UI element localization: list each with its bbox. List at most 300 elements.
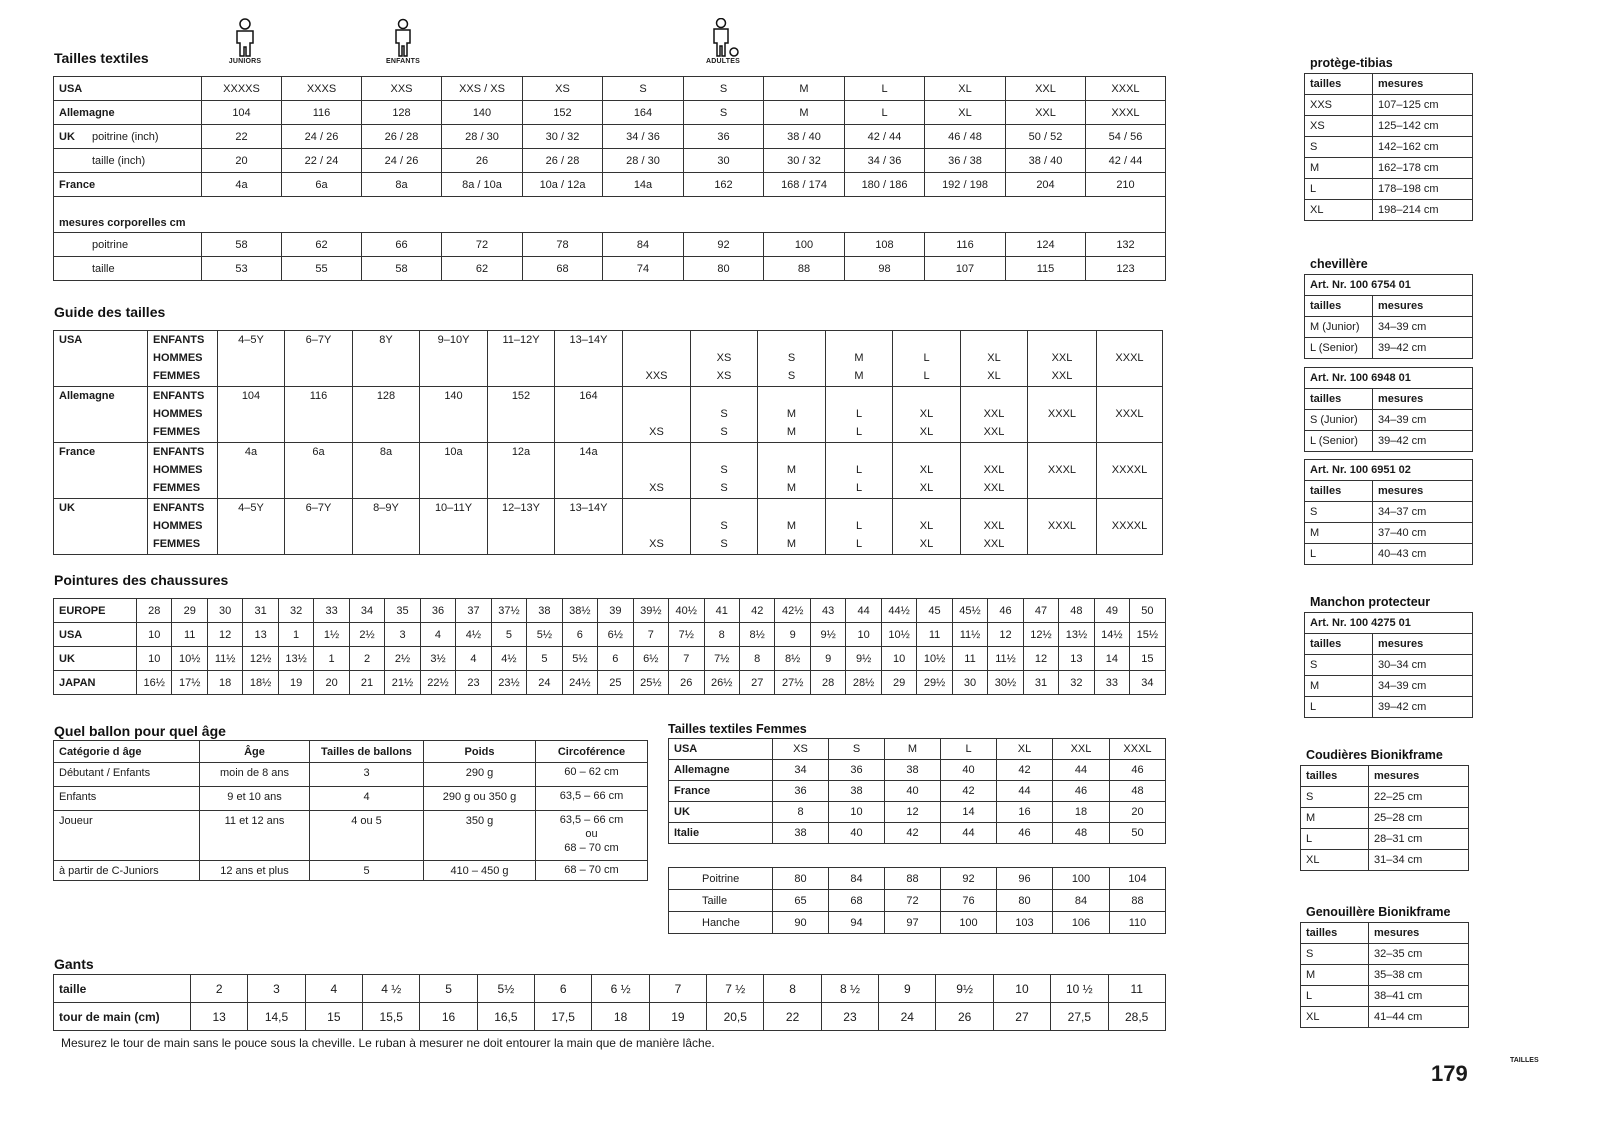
shin-table (1304, 73, 1473, 221)
table-cell: 2½ (385, 647, 420, 671)
table-cell: XL (1301, 1007, 1369, 1028)
table-cell: 33 (1094, 671, 1129, 695)
row-label: Hanche (669, 912, 773, 934)
table-cell: 8 (773, 802, 829, 823)
table-cell: 21½ (385, 671, 420, 695)
kids-cell: 8a (353, 443, 420, 499)
table-cell: 108 (845, 233, 925, 257)
table-cell: 13½ (1059, 623, 1094, 647)
table-cell: 24 / 26 (282, 125, 362, 149)
table-cell: 4 ou 5 (310, 811, 424, 861)
side-row (1301, 986, 1469, 1007)
textiles-table (53, 76, 1166, 281)
table-cell: S (684, 77, 764, 101)
table-cell: 44 (941, 823, 997, 844)
table-cell: 36 (773, 781, 829, 802)
table-cell: 104 (202, 101, 282, 125)
table-cell: 53 (202, 257, 282, 281)
table-cell: 7½ (704, 647, 739, 671)
table-cell: 204 (1006, 173, 1086, 197)
guide-row (54, 331, 1163, 387)
women-row (669, 802, 1166, 823)
table-cell: 58 (202, 233, 282, 257)
table-cell: 34 / 36 (845, 149, 925, 173)
table-cell: 20 (1110, 802, 1166, 823)
table-cell: 10 ½ (1051, 975, 1108, 1003)
table-cell: 12½ (1023, 623, 1058, 647)
ball-row (54, 861, 648, 881)
table-cell: 90 (773, 912, 829, 934)
table-cell: 110 (1110, 912, 1166, 934)
table-cell: 30 (684, 149, 764, 173)
ball-table (53, 740, 648, 881)
table-cell: 48 (1059, 599, 1094, 623)
row-label: taille (inch) (54, 149, 202, 173)
ankle-table-2 (1304, 367, 1473, 452)
table-cell: 4½ (491, 647, 526, 671)
table-cell: 12 (988, 623, 1023, 647)
column-header: tailles (1301, 923, 1369, 944)
table-cell: 178–198 cm (1373, 179, 1473, 200)
textiles-row (54, 101, 1166, 125)
table-cell: 132 (1086, 233, 1166, 257)
column-header: Poids (424, 741, 536, 763)
table-cell: Débutant / Enfants (54, 763, 200, 787)
category-labels: ENFANTS HOMMES FEMMES (148, 499, 218, 555)
adult-cell: S S (691, 499, 758, 555)
table-cell: S (1305, 655, 1373, 676)
table-cell: 84 (829, 868, 885, 890)
table-cell: M (1305, 523, 1373, 544)
table-cell: 2 (191, 975, 248, 1003)
table-cell: 14,5 (248, 1003, 305, 1031)
circumference-cell: 63,5 – 66 cm ou 68 – 70 cm (536, 811, 648, 861)
column-header: XXL (1053, 739, 1110, 760)
column-header: tailles (1305, 481, 1373, 502)
kids-cell: 4–5Y (218, 499, 285, 555)
table-cell: L (845, 101, 925, 125)
table-cell: M (1301, 808, 1369, 829)
table-cell: 36 (420, 599, 455, 623)
side-header-row (1305, 389, 1473, 410)
side-row (1305, 137, 1473, 158)
table-cell: 5 (491, 623, 526, 647)
women-header-row (669, 739, 1166, 760)
table-cell: 38 (773, 823, 829, 844)
column-header: mesures (1373, 481, 1473, 502)
row-label: France (54, 443, 148, 499)
table-cell: 3½ (420, 647, 455, 671)
table-cell: 66 (362, 233, 442, 257)
kids-cell: 11–12Y (488, 331, 555, 387)
adult-cell: M M (758, 387, 826, 443)
table-cell: 3 (310, 763, 424, 787)
table-cell: 140 (442, 101, 523, 125)
table-cell: S (603, 77, 684, 101)
table-cell: 11½ (952, 623, 987, 647)
row-label: Poitrine (669, 868, 773, 890)
table-cell: 27 (739, 671, 774, 695)
table-cell: 92 (941, 868, 997, 890)
column-header: tailles (1301, 766, 1369, 787)
table-cell: 13 (1059, 647, 1094, 671)
table-cell: 8½ (775, 647, 810, 671)
table-cell: M (1305, 158, 1373, 179)
textiles-row (54, 149, 1166, 173)
table-cell: 29½ (917, 671, 952, 695)
table-cell: 10 (993, 975, 1050, 1003)
table-cell: 12 (1023, 647, 1058, 671)
column-header: USA (669, 739, 773, 760)
table-cell: 4 (420, 623, 455, 647)
column-header: mesures (1369, 923, 1469, 944)
table-cell: 98 (845, 257, 925, 281)
table-cell: 11½ (988, 647, 1023, 671)
table-cell: 6a (282, 173, 362, 197)
table-cell: 18 (207, 671, 242, 695)
row-label: taille (54, 257, 202, 281)
table-cell: 2 (349, 647, 384, 671)
kids-cell: 4–5Y (218, 331, 285, 387)
adult-cell: M M (758, 443, 826, 499)
row-label: USA (54, 331, 148, 387)
ball-row (54, 811, 648, 861)
adult-cell: XXXL (1028, 499, 1097, 555)
table-cell: M (764, 77, 845, 101)
table-cell: 4a (202, 173, 282, 197)
kids-cell: 128 (353, 387, 420, 443)
table-cell: 80 (997, 890, 1053, 912)
table-cell: 37–40 cm (1373, 523, 1473, 544)
column-header: Tailles de ballons (310, 741, 424, 763)
guide-title: Guide des tailles (54, 304, 166, 320)
kids-cell: 14a (555, 443, 623, 499)
table-cell: 96 (997, 868, 1053, 890)
table-cell: 84 (1053, 890, 1110, 912)
table-cell: 34 (349, 599, 384, 623)
kids-cell: 8Y (353, 331, 420, 387)
table-cell: 16 (420, 1003, 477, 1031)
side-row (1301, 965, 1469, 986)
table-cell: 16,5 (477, 1003, 534, 1031)
adult-cell: XXXL (1028, 443, 1097, 499)
table-cell: 7 ½ (707, 975, 764, 1003)
table-cell: 80 (684, 257, 764, 281)
table-cell: 28 / 30 (603, 149, 684, 173)
adultes-player-icon (703, 18, 743, 58)
table-cell: M (Junior) (1305, 317, 1373, 338)
column-header: mesures (1373, 634, 1473, 655)
art-number: Art. Nr. 100 6948 01 (1305, 368, 1473, 389)
table-cell: S (1301, 944, 1369, 965)
knee-table (1300, 922, 1469, 1028)
textiles-row (54, 125, 1166, 149)
table-cell: 26 (442, 149, 523, 173)
table-cell: 152 (523, 101, 603, 125)
table-cell: 28½ (846, 671, 881, 695)
column-header: XL (997, 739, 1053, 760)
table-cell: 34–39 cm (1373, 317, 1473, 338)
table-cell: 2½ (349, 623, 384, 647)
kids-cell: 10–11Y (420, 499, 488, 555)
table-cell: 9½ (846, 647, 881, 671)
table-cell: 14 (1094, 647, 1129, 671)
table-cell: S (684, 101, 764, 125)
row-label: Allemagne (54, 101, 202, 125)
row-label: UK (669, 802, 773, 823)
category-labels: ENFANTS HOMMES FEMMES (148, 331, 218, 387)
table-cell: 128 (362, 101, 442, 125)
table-cell: 32–35 cm (1369, 944, 1469, 965)
table-cell: 44 (1053, 760, 1110, 781)
table-cell: 29 (881, 671, 916, 695)
table-cell: 38½ (562, 599, 597, 623)
table-cell: 9 (879, 975, 936, 1003)
table-cell: 1 (278, 623, 313, 647)
art-row (1305, 368, 1473, 389)
table-cell: 39½ (633, 599, 668, 623)
table-cell: XXXL (1086, 77, 1166, 101)
table-cell: 38 (885, 760, 941, 781)
side-row (1305, 338, 1473, 359)
table-cell: 10 (137, 623, 172, 647)
table-cell: 35 (385, 599, 420, 623)
table-cell: 12 (207, 623, 242, 647)
table-cell: XL (1301, 850, 1369, 871)
table-cell: L (845, 77, 925, 101)
table-cell: 46 / 48 (925, 125, 1006, 149)
table-cell: XXS (362, 77, 442, 101)
table-cell: 23½ (491, 671, 526, 695)
table-cell: 88 (764, 257, 845, 281)
adult-cell: M M (758, 499, 826, 555)
table-cell: 100 (764, 233, 845, 257)
knee-title: Genouillère Bionikframe (1306, 905, 1451, 919)
adult-cell: S S (691, 443, 758, 499)
table-cell: 35–38 cm (1369, 965, 1469, 986)
art-number: Art. Nr. 100 4275 01 (1305, 613, 1473, 634)
table-cell: 30 / 32 (523, 125, 603, 149)
juniors-player-icon (230, 18, 260, 58)
column-header: M (885, 739, 941, 760)
table-cell: 13½ (278, 647, 313, 671)
ankle-table-1 (1304, 274, 1473, 359)
side-row (1301, 787, 1469, 808)
adult-cell: L L (826, 387, 893, 443)
side-row (1305, 95, 1473, 116)
table-cell: 5½ (527, 623, 562, 647)
table-cell: 5 (310, 861, 424, 881)
table-cell: 20 (314, 671, 349, 695)
table-cell: 24 (527, 671, 562, 695)
kids-cell: 4a (218, 443, 285, 499)
textiles-row (54, 77, 1166, 101)
table-cell: 74 (603, 257, 684, 281)
table-cell: 290 g ou 350 g (424, 787, 536, 811)
table-cell: M (764, 101, 845, 125)
kids-cell: 12a (488, 443, 555, 499)
ankle-table-3 (1304, 459, 1473, 565)
table-cell: 10½ (917, 647, 952, 671)
column-header: XS (773, 739, 829, 760)
kids-cell: 116 (285, 387, 353, 443)
table-cell: 46 (1053, 781, 1110, 802)
table-cell: 44½ (881, 599, 916, 623)
table-cell: 30 (952, 671, 987, 695)
art-number: Art. Nr. 100 6951 02 (1305, 460, 1473, 481)
adult-cell: XXS (623, 331, 691, 387)
ball-header-row (54, 741, 648, 763)
table-cell: 8 (764, 975, 821, 1003)
table-cell: 68 (829, 890, 885, 912)
table-cell: 9 et 10 ans (200, 787, 310, 811)
table-cell: 88 (1110, 890, 1166, 912)
table-cell: 78 (523, 233, 603, 257)
table-cell: 8a (362, 173, 442, 197)
enfants-player-icon (388, 18, 418, 58)
women-body-row (669, 912, 1166, 934)
table-cell: 20 (202, 149, 282, 173)
table-cell: moin de 8 ans (200, 763, 310, 787)
table-cell: 26 (669, 671, 704, 695)
table-cell: 104 (1110, 868, 1166, 890)
adult-cell: S S (691, 387, 758, 443)
adult-cell: XL XL (893, 387, 961, 443)
adult-cell: XXL XXL (961, 443, 1028, 499)
row-label: Italie (669, 823, 773, 844)
adult-cell: XXXL (1097, 387, 1163, 443)
table-cell: 34 / 36 (603, 125, 684, 149)
side-header-row (1305, 481, 1473, 502)
shoes-row (54, 623, 1166, 647)
table-cell: 25 (598, 671, 633, 695)
shoes-row (54, 647, 1166, 671)
table-cell: M (1301, 965, 1369, 986)
table-cell: 26 / 28 (362, 125, 442, 149)
table-cell: 5 (420, 975, 477, 1003)
table-cell: XXL (1006, 77, 1086, 101)
table-cell: 11 (172, 623, 207, 647)
table-cell: 10 (881, 647, 916, 671)
table-cell: 28,5 (1108, 1003, 1165, 1031)
table-cell: 22 / 24 (282, 149, 362, 173)
guide-row (54, 387, 1163, 443)
column-header: tailles (1305, 634, 1373, 655)
circumference-cell: 68 – 70 cm (536, 861, 648, 881)
table-cell: XS (1305, 116, 1373, 137)
art-number: Art. Nr. 100 6754 01 (1305, 275, 1473, 296)
table-cell: 42½ (775, 599, 810, 623)
table-cell: 10a / 12a (523, 173, 603, 197)
guide-row (54, 499, 1163, 555)
adult-cell: XL XL (893, 443, 961, 499)
page-number: 179 (1431, 1061, 1468, 1086)
adult-cell: XS (623, 387, 691, 443)
table-cell: 97 (885, 912, 941, 934)
table-cell: 27 (993, 1003, 1050, 1031)
table-cell: 198–214 cm (1373, 200, 1473, 221)
table-cell: 7 (669, 647, 704, 671)
row-label: USA (54, 77, 202, 101)
table-cell: 11 (952, 647, 987, 671)
table-cell: 39 (598, 599, 633, 623)
table-cell: 41–44 cm (1369, 1007, 1469, 1028)
table-cell: 14a (603, 173, 684, 197)
table-cell: 33 (314, 599, 349, 623)
table-cell: 5 (527, 647, 562, 671)
table-cell: 290 g (424, 763, 536, 787)
table-cell: à partir de C-Juniors (54, 861, 200, 881)
table-cell: 8½ (739, 623, 774, 647)
table-cell: 9½ (810, 623, 845, 647)
column-header: tailles (1305, 296, 1373, 317)
table-cell: 84 (603, 233, 684, 257)
side-header-row (1305, 634, 1473, 655)
row-label: France (669, 781, 773, 802)
table-cell: 14 (941, 802, 997, 823)
table-cell: 3 (385, 623, 420, 647)
side-row (1305, 317, 1473, 338)
art-row (1305, 275, 1473, 296)
table-cell: 28–31 cm (1369, 829, 1469, 850)
table-cell: 30½ (988, 671, 1023, 695)
table-cell: 45 (917, 599, 952, 623)
textiles-body-row (54, 233, 1166, 257)
circumference-cell: 60 – 62 cm (536, 763, 648, 787)
table-cell: S (1305, 502, 1373, 523)
kids-cell: 13–14Y (555, 331, 623, 387)
table-cell: L (1305, 544, 1373, 565)
table-cell: 25½ (633, 671, 668, 695)
table-cell: 13 (191, 1003, 248, 1031)
kids-cell: 13–14Y (555, 499, 623, 555)
table-cell: 8 (739, 647, 774, 671)
table-cell: 7 (633, 623, 668, 647)
kids-cell: 140 (420, 387, 488, 443)
adult-cell: XL XL (961, 331, 1028, 387)
textiles-body-title-row (54, 197, 1166, 233)
side-header-row (1301, 923, 1469, 944)
row-label: UK (54, 499, 148, 555)
column-header: Circoférence (536, 741, 648, 763)
shin-title: protège-tibias (1310, 56, 1393, 70)
column-header: S (829, 739, 885, 760)
adult-cell: XXL XXL (961, 499, 1028, 555)
table-cell: 65 (773, 890, 829, 912)
row-label: Allemagne (669, 760, 773, 781)
table-cell: 107 (925, 257, 1006, 281)
ball-row (54, 763, 648, 787)
table-cell: 15 (305, 1003, 362, 1031)
table-cell: 39–42 cm (1373, 338, 1473, 359)
table-cell: 13 (243, 623, 278, 647)
table-cell: 36 (684, 125, 764, 149)
gloves-table (53, 974, 1166, 1031)
table-cell: 38–41 cm (1369, 986, 1469, 1007)
table-cell: 8a / 10a (442, 173, 523, 197)
category-labels: ENFANTS HOMMES FEMMES (148, 387, 218, 443)
table-cell: 24 / 26 (362, 149, 442, 173)
column-header: Catégorie d âge (54, 741, 200, 763)
table-cell: L (1305, 179, 1373, 200)
table-cell: XXS (1305, 95, 1373, 116)
table-cell: 100 (1053, 868, 1110, 890)
row-label: USA (54, 623, 137, 647)
textiles-body-row (54, 257, 1166, 281)
table-cell: 30 / 32 (764, 149, 845, 173)
table-cell: 6 ½ (592, 975, 649, 1003)
table-cell: 92 (684, 233, 764, 257)
